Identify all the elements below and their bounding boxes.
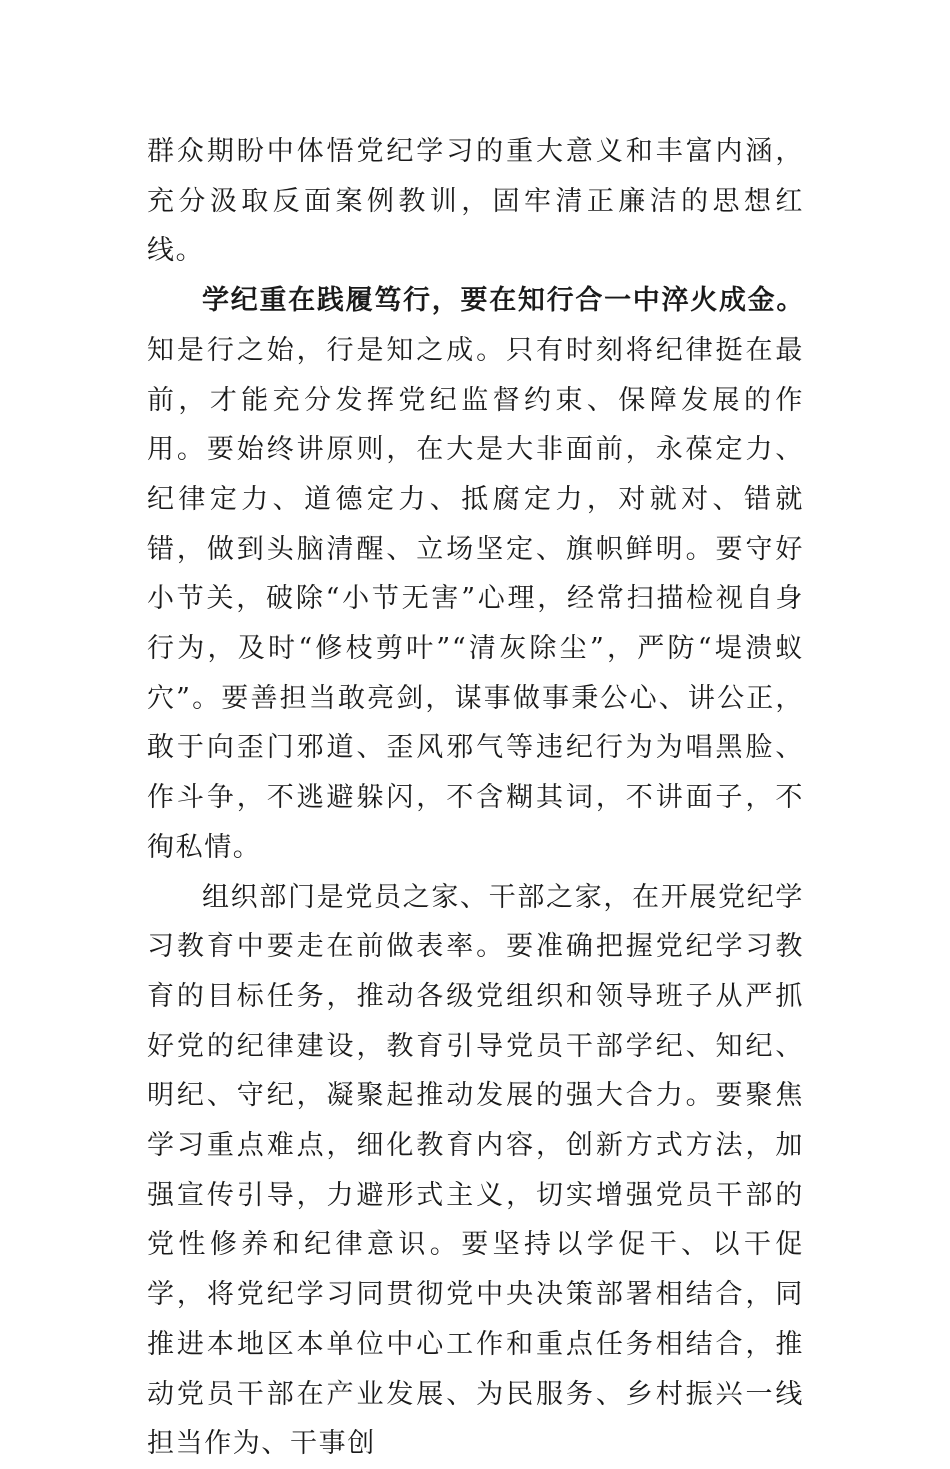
paragraph-continuation <box>147 127 804 276</box>
paragraph-practice <box>147 276 804 872</box>
paragraph-text: 组织部门是党员之家、干部之家，在开展党纪学习教育中要走在前做表率。要准确把握党纪学习教育的目标任务，推动各级党组织和领导班子从严抓好党的纪律建设，教育引导党员干部学纪、知纪、明纪、守纪，凝聚起推动发展的强大合力。要聚焦学习重点难点，细化教育内容，创新方式方法，加强宣传引导，力避形式主义，切实增强党员干部的党性修养和纪律意识。要坚持以学促干、以干促学，将党纪学习同贯彻党中央决策部署相结合，同推进本地区本单位中心工作和重点任务相结合，推动党员干部在产业发展、为民服务、乡村振兴一线担当作为、干事创 <box>147 881 804 1460</box>
document-page <box>147 127 804 1469</box>
paragraph-organization <box>147 873 804 1469</box>
paragraph-lead-heading: 学纪重在践履笃行，要在知行合一中淬火成金。 <box>202 285 804 317</box>
paragraph-text: 知是行之始，行是知之成。只有时刻将纪律挺在最前，才能充分发挥党纪监督约束、保障发展的作用。要始终讲原则，在大是大非面前，永葆定力、纪律定力、道德定力、抵腐定力，对就对、错就错，做到头脑清醒、立场坚定、旗帜鲜明。要守好小节关，破除“小节无害”心理，经常扫描检视自身行为，及时“修枝剪叶”“清灰除尘”，严防“堤溃蚁穴”。要善担当敢亮剑，谋事做事秉公心、讲公正，敢于向歪门邪道、歪风邪气等违纪行为为唱黑脸、作斗争，不逃避躲闪，不含糊其词，不讲面子，不徇私情。 <box>147 334 804 863</box>
paragraph-text: 群众期盼中体悟党纪学习的重大意义和丰富内涵，充分汲取反面案例教训，固牢清正廉洁的思想红线。 <box>147 136 804 267</box>
